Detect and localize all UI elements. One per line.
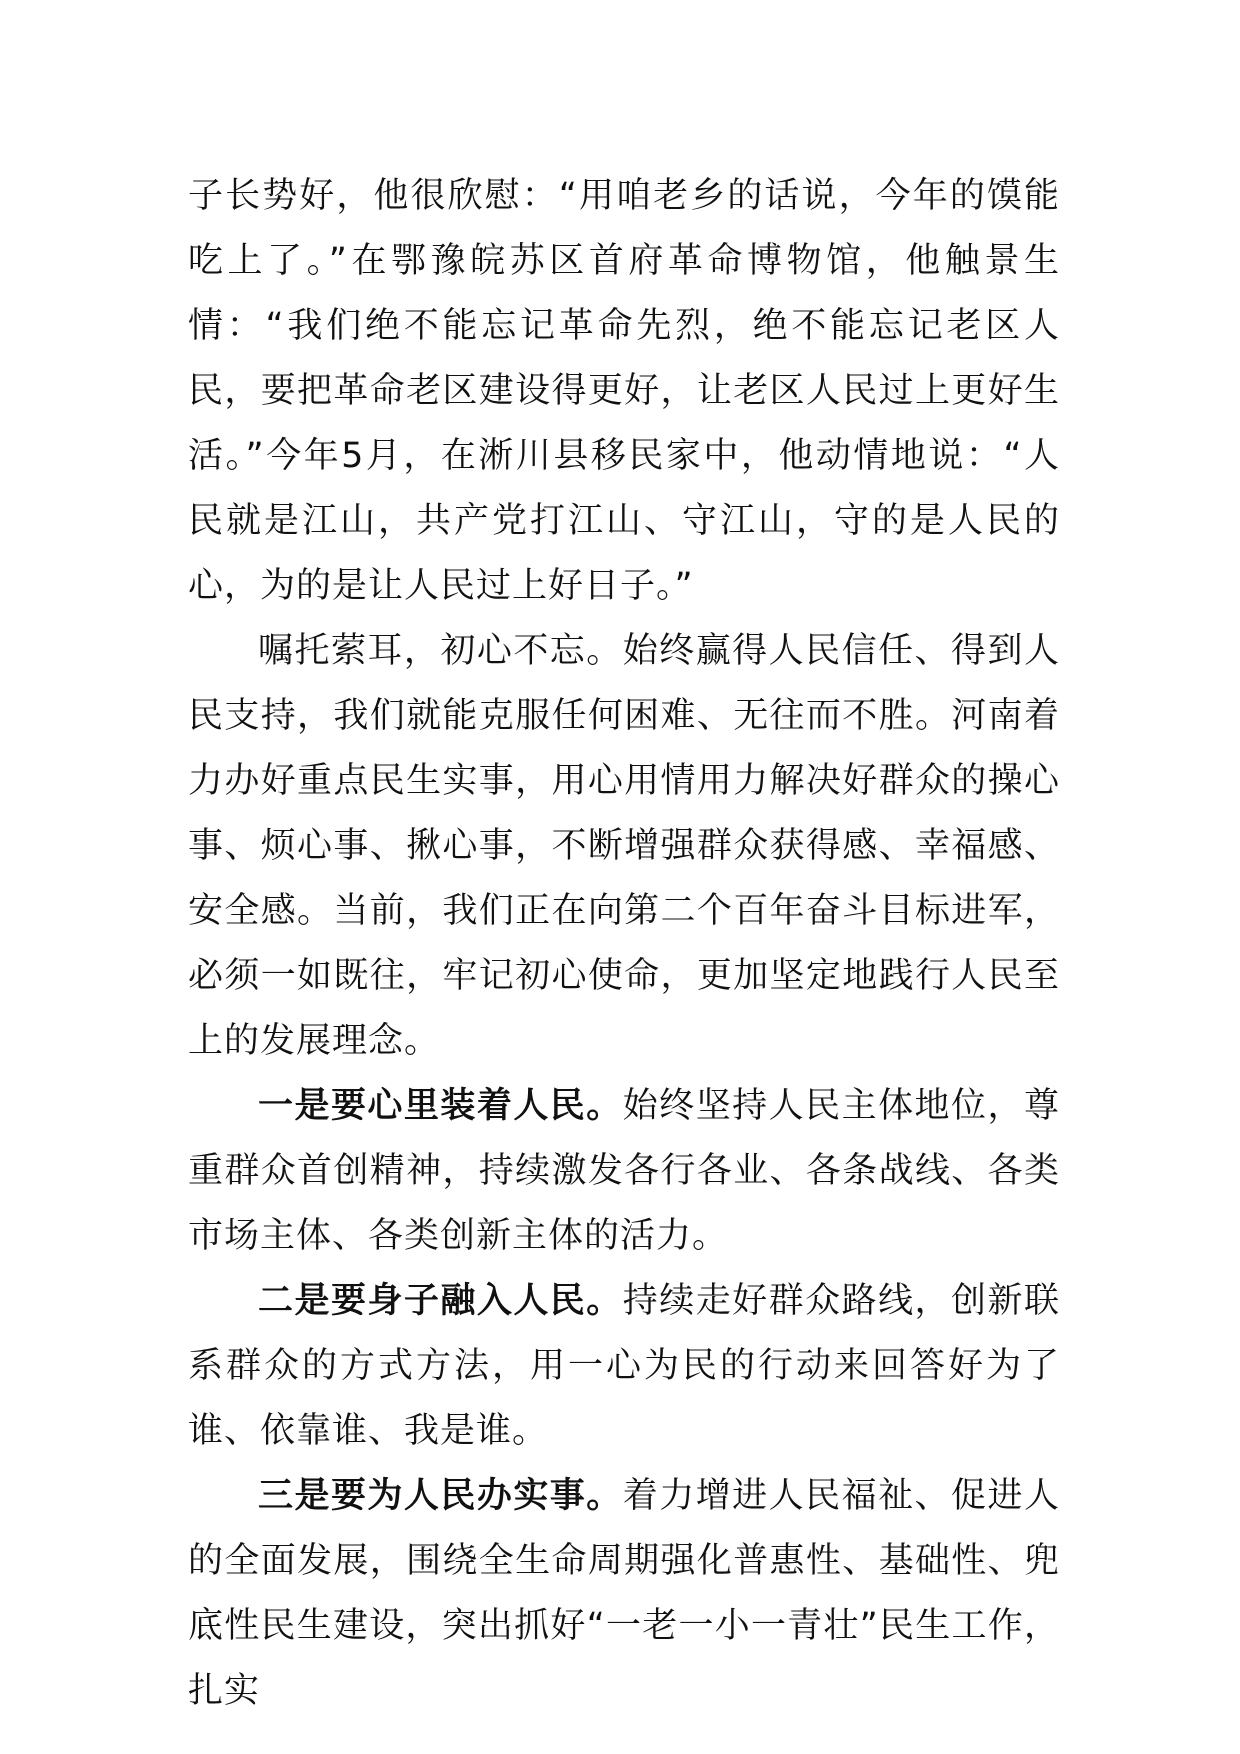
paragraph-text: 着力增进人民福祉、促进人的全面发展，围绕全生命周期强化普惠性、基础性、兜底性民生建设，突出抓好“一老一小一青壮”民生工作，扎实 xyxy=(188,1476,1060,1711)
paragraph-lead: 三是要为人民办实事。 xyxy=(258,1476,623,1516)
paragraph-continuation xyxy=(188,164,1060,619)
paragraph-text: 始终坚持人民主体地位，尊重群众首创精神，持续激发各行各业、各条战线、各类市场主体、各类创新主体的活力。 xyxy=(188,1086,1060,1256)
body-text xyxy=(188,164,1060,1724)
paragraph-entrustment xyxy=(188,619,1060,1074)
paragraph-point-one xyxy=(188,1074,1060,1269)
paragraph-point-three xyxy=(188,1464,1060,1724)
paragraph-text: 嘱托萦耳，初心不忘。始终赢得人民信任、得到人民支持，我们就能克服任何困难、无往而不胜。河南着力办好重点民生实事，用心用情用力解决好群众的操心事、烦心事、揪心事，不断增强群众获得感、幸福感、安全感。当前，我们正在向第二个百年奋斗目标进军，必须一如既往，牢记初心使命，更加坚定地践行人民至上的发展理念。 xyxy=(188,631,1060,1061)
paragraph-text: 子长势好，他很欣慰：“用咱老乡的话说，今年的馍能吃上了。”在鄂豫皖苏区首府革命博物馆，他触景生情：“我们绝不能忘记革命先烈，绝不能忘记老区人民，要把革命老区建设得更好，让老区人民过上更好生活。”今年5月，在淅川县移民家中，他动情地说：“人民就是江山，共产党打江山、守江山，守的是人民的心，为的是让人民过上好日子。” xyxy=(188,176,1060,606)
paragraph-lead: 一是要心里装着人民。 xyxy=(258,1086,623,1126)
paragraph-point-two xyxy=(188,1269,1060,1464)
paragraph-text: 持续走好群众路线，创新联系群众的方式方法，用一心为民的行动来回答好为了谁、依靠谁、我是谁。 xyxy=(188,1281,1060,1451)
paragraph-lead: 二是要身子融入人民。 xyxy=(258,1281,623,1321)
